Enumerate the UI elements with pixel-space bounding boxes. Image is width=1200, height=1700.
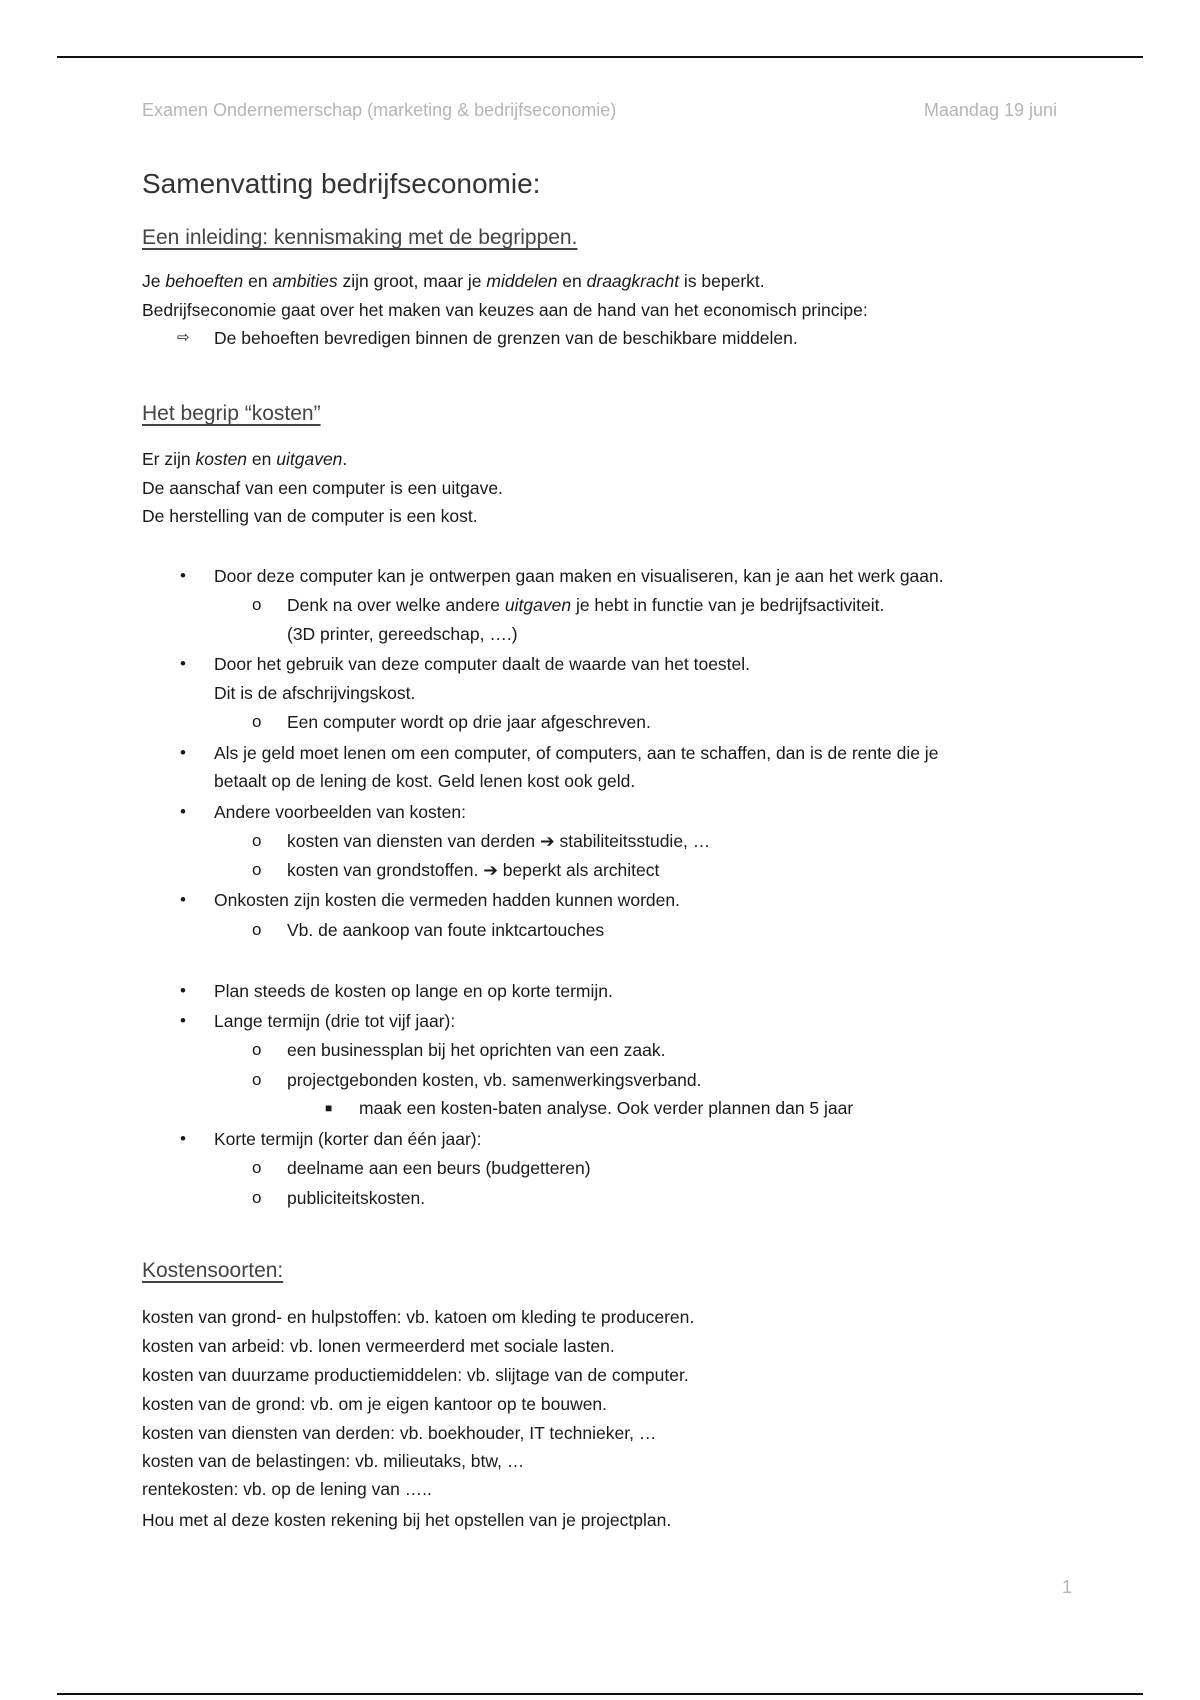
- hollow-arrow-icon: ⇨: [177, 329, 190, 346]
- sub-sub-list-item: maak een kosten-baten analyse. Ook verder plannen dan 5 jaar: [359, 1098, 854, 1118]
- list-item-cont: betaalt op de lening de kost. Geld lenen kost ook geld.: [214, 771, 636, 791]
- sub-list-item: projectgebonden kosten, vb. samenwerkingsverband.: [287, 1070, 702, 1090]
- sub-list-item: kosten van diensten van derden ➔ stabiliteitsstudie, …: [287, 831, 711, 851]
- list-item-cont: Dit is de afschrijvingskost.: [214, 683, 416, 703]
- circle-bullet-icon: o: [252, 1158, 262, 1177]
- paragraph-line: Je behoeften en ambities zijn groot, maar je middelen en draagkracht is beperkt.: [142, 271, 765, 291]
- bullet-icon: •: [180, 802, 186, 821]
- page-header: [142, 100, 1057, 121]
- bullet-icon: •: [180, 1129, 186, 1148]
- paragraph-line: kosten van duurzame productiemiddelen: vb. slijtage van de computer.: [142, 1365, 689, 1385]
- sub-list-item: Vb. de aankoop van foute inktcartouches: [287, 920, 605, 940]
- sub-list-item: Een computer wordt op drie jaar afgeschreven.: [287, 712, 651, 732]
- paragraph-line: kosten van arbeid: vb. lonen vermeerderd met sociale lasten.: [142, 1336, 615, 1356]
- paragraph-line: kosten van diensten van derden: vb. boekhouder, IT technieker, …: [142, 1423, 657, 1443]
- paragraph-line: rentekosten: vb. op de lening van …..: [142, 1479, 432, 1499]
- circle-bullet-icon: o: [252, 860, 262, 879]
- arrow-list-item: De behoeften bevredigen binnen de grenzen van de beschikbare middelen.: [214, 328, 798, 348]
- bottom-rule: [57, 1693, 1143, 1695]
- paragraph-line: Bedrijfseconomie gaat over het maken van keuzes aan de hand van het economisch principe:: [142, 300, 868, 320]
- sub-list-item: een businessplan bij het oprichten van een zaak.: [287, 1040, 666, 1060]
- list-item: Lange termijn (drie tot vijf jaar):: [214, 1011, 456, 1031]
- list-item: Als je geld moet lenen om een computer, of computers, aan te schaffen, dan is de rente die je: [214, 743, 939, 763]
- sub-list-item: deelname aan een beurs (budgetteren): [287, 1158, 591, 1178]
- page-number: 1: [1061, 1577, 1072, 1597]
- paragraph-line: De herstelling van de computer is een kost.: [142, 506, 478, 526]
- arrow-right-icon: ➔: [483, 860, 498, 880]
- bullet-icon: •: [180, 890, 186, 909]
- square-bullet-icon: ■: [325, 1101, 333, 1115]
- header-right: Maandag 19 juni: [923, 100, 1057, 120]
- document-title: Samenvatting bedrijfseconomie:: [142, 168, 541, 199]
- list-item: Andere voorbeelden van kosten:: [214, 802, 466, 822]
- paragraph-line: De aanschaf van een computer is een uitgave.: [142, 478, 503, 498]
- bullet-icon: •: [180, 743, 186, 762]
- bullet-icon: •: [180, 1011, 186, 1030]
- paragraph-line: kosten van de belastingen: vb. milieutaks, btw, …: [142, 1451, 525, 1471]
- paragraph-line: kosten van grond- en hulpstoffen: vb. katoen om kleding te produceren.: [142, 1307, 695, 1327]
- circle-bullet-icon: o: [252, 712, 262, 731]
- circle-bullet-icon: o: [252, 595, 262, 614]
- sub-list-item: Denk na over welke andere uitgaven je hebt in functie van je bedrijfsactiviteit.: [287, 595, 885, 615]
- paragraph-line: kosten van de grond: vb. om je eigen kantoor op te bouwen.: [142, 1394, 608, 1414]
- circle-bullet-icon: o: [252, 1040, 262, 1059]
- paragraph-line: Er zijn kosten en uitgaven.: [142, 449, 348, 469]
- list-item: Door het gebruik van deze computer daalt de waarde van het toestel.: [214, 654, 751, 674]
- arrow-right-icon: ➔: [539, 831, 555, 851]
- bullet-icon: •: [180, 566, 186, 585]
- sub-list-item: kosten van grondstoffen. ➔ beperkt als architect: [287, 860, 660, 880]
- section-heading-intro: Een inleiding: kennismaking met de begrippen.: [142, 226, 578, 249]
- section-heading-cost-types: Kostensoorten:: [142, 1259, 284, 1282]
- circle-bullet-icon: o: [252, 1188, 262, 1207]
- top-rule: [57, 56, 1143, 58]
- list-item: Onkosten zijn kosten die vermeden hadden kunnen worden.: [214, 890, 680, 910]
- sub-list-item: publiciteitskosten.: [287, 1188, 426, 1208]
- section-heading-costs: Het begrip “kosten”: [142, 402, 321, 425]
- list-item: Door deze computer kan je ontwerpen gaan maken en visualiseren, kan je aan het werk gaan.: [214, 566, 944, 586]
- bullet-icon: •: [180, 654, 186, 673]
- header-left: Examen Ondernemerschap (marketing & bedrijfseconomie): [142, 100, 617, 120]
- sub-list-item-cont: (3D printer, gereedschap, ….): [287, 624, 518, 644]
- list-item: Korte termijn (korter dan één jaar):: [214, 1129, 482, 1149]
- paragraph-line: Hou met al deze kosten rekening bij het opstellen van je projectplan.: [142, 1510, 672, 1530]
- circle-bullet-icon: o: [252, 920, 262, 939]
- bullet-icon: •: [180, 981, 186, 1000]
- circle-bullet-icon: o: [252, 1070, 262, 1089]
- circle-bullet-icon: o: [252, 831, 262, 850]
- list-item: Plan steeds de kosten op lange en op korte termijn.: [214, 981, 613, 1001]
